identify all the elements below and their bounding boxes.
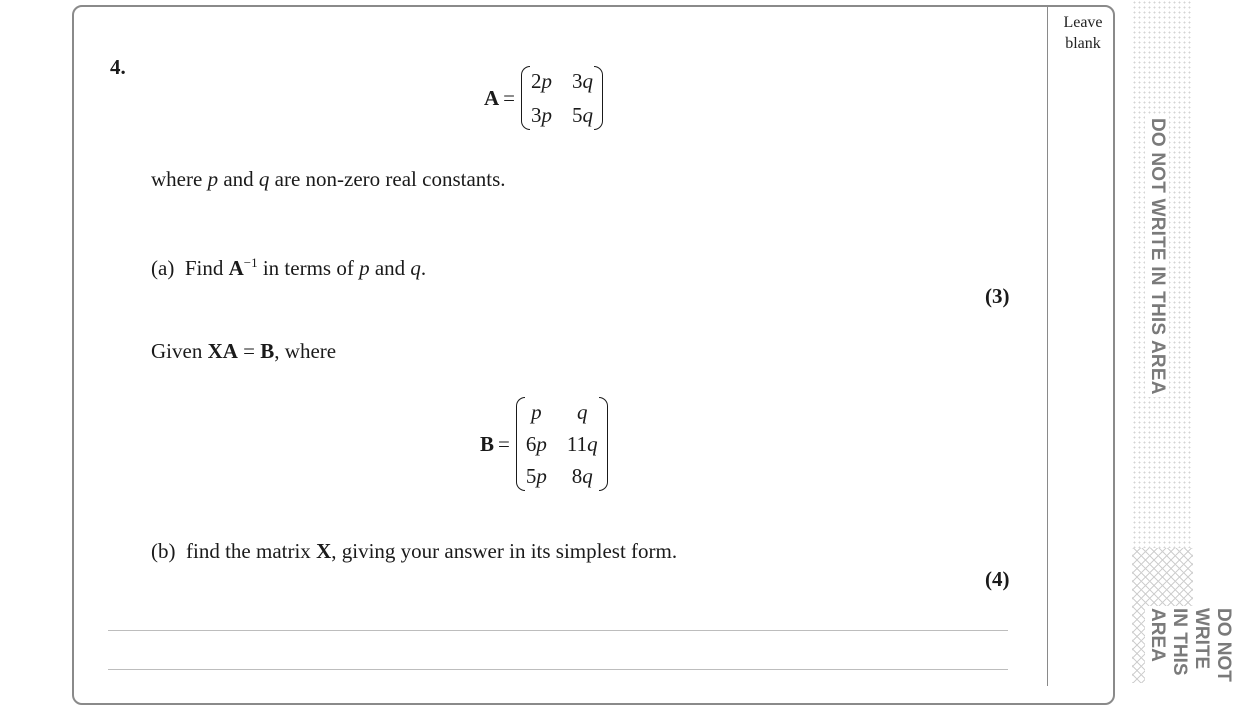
matrix-a: [521, 66, 603, 130]
matrix-b-cell: q: [576, 400, 588, 424]
do-not-write-text: DO NOT WRITE IN THIS AREA: [1147, 118, 1168, 395]
matrix-b-name: B: [480, 431, 495, 456]
leave-blank-line2: blank: [1065, 35, 1101, 52]
matrix-b-cell: p: [531, 400, 542, 424]
matrix-b: [516, 397, 608, 491]
matrix-b-equation: [480, 397, 608, 491]
part-b-prompt: (b) find the matrix X, giving your answer in its simplest form.: [151, 539, 678, 563]
matrix-a-cell: 5q: [572, 103, 594, 127]
part-b-label: (b): [151, 539, 176, 563]
constants-statement: where p and q are non-zero real constants.: [151, 167, 506, 191]
matrix-a-equation: [484, 66, 603, 130]
equals-sign: =: [498, 431, 510, 456]
part-a-label: (a): [151, 256, 175, 280]
matrix-a-name: A: [484, 85, 500, 110]
answer-line[interactable]: [108, 669, 1008, 670]
given-statement: Given XA = B, where: [151, 339, 337, 363]
leave-blank-divider: [1047, 6, 1048, 686]
leave-blank-label: [1050, 12, 1116, 54]
equals-sign: =: [503, 85, 516, 110]
leave-blank-line1: Leave: [1063, 14, 1103, 31]
question-number: 4.: [110, 55, 126, 79]
part-b-marks: (4): [985, 567, 1010, 591]
matrix-a-cell: 3q: [572, 69, 594, 93]
part-a-prompt: (a) Find $A^{-1}$ in terms of p and q.: [151, 255, 427, 280]
matrix-b-cell: 6p: [525, 432, 547, 456]
matrix-a-cell: 3p: [531, 103, 553, 127]
do-not-write-text-lower: DO NOT WRITE IN THIS AREA: [1145, 606, 1235, 687]
matrix-a-cell: 2p: [531, 69, 553, 93]
matrix-b-cell: 5p: [525, 464, 547, 488]
part-a-marks: (3): [985, 284, 1010, 308]
matrix-b-cell: 11q: [566, 432, 598, 456]
answer-line[interactable]: [108, 630, 1008, 631]
matrix-b-cell: 8q: [571, 464, 593, 488]
